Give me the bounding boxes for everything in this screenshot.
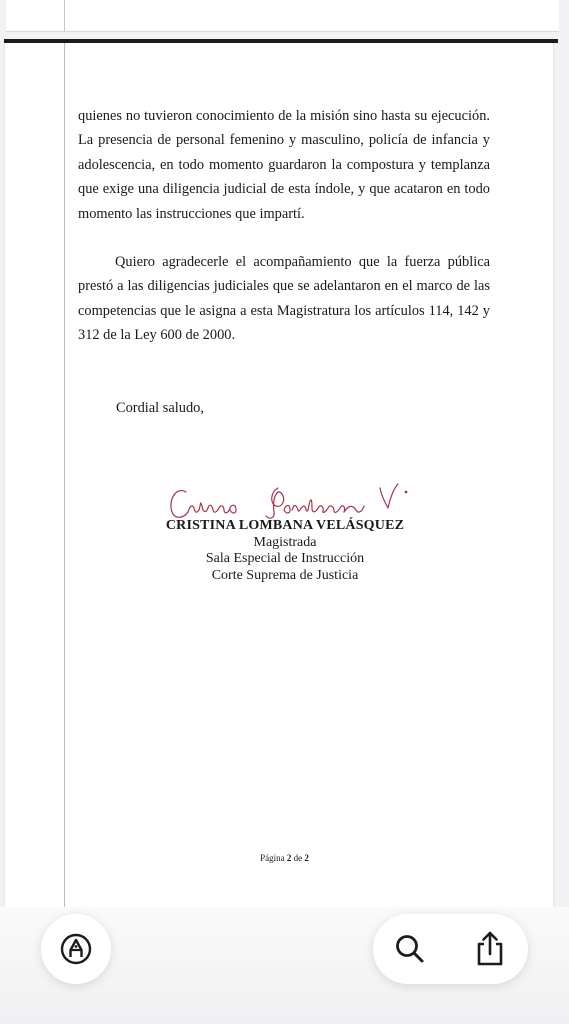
actions-group xyxy=(373,914,528,984)
letter-body xyxy=(78,104,490,348)
paragraph-1: quienes no tuvieron conocimiento de la misión sino hasta su ejecución. La presencia de personal femenino y masculino, policía de infancia y adolescencia, en todo momento guardaron la compostura y templanza que exige una diligencia judicial de esta índole, y que acataron en todo momento las instrucciones que impartí. xyxy=(78,108,490,222)
margin-rule xyxy=(64,0,65,31)
paragraph-2: Quiero agradecerle el acompañamiento que la fuerza pública prestó a las diligencias judiciales que se adelantaron en el marco de las competencias que le asigna a esta Magistratura los artículos 114, 142 y 312 de la Ley 600 de 2000. xyxy=(78,254,490,344)
share-icon xyxy=(474,930,506,968)
signer-office: Sala Especial de Instrucción xyxy=(205,551,365,566)
margin-rule xyxy=(64,43,65,907)
share-button[interactable] xyxy=(471,928,509,970)
search-icon xyxy=(394,933,426,965)
page-label: Página xyxy=(260,853,285,863)
closing-salutation: Cordial saludo, xyxy=(116,400,204,416)
page-number xyxy=(0,853,569,863)
signer-court: Corte Suprema de Justicia xyxy=(211,567,359,583)
signature-block xyxy=(140,518,430,584)
total-pages: 2 xyxy=(304,853,309,863)
page-of-label: de xyxy=(293,853,303,863)
signer-title: Magistrada xyxy=(253,534,317,550)
markup-button[interactable] xyxy=(41,914,111,984)
markup-pen-icon xyxy=(59,932,93,966)
previous-page-edge xyxy=(6,0,559,32)
signer-name: CRISTINA LOMBANA VELÁSQUEZ xyxy=(165,518,405,533)
search-button[interactable] xyxy=(391,930,429,968)
current-page: 2 xyxy=(286,853,292,863)
